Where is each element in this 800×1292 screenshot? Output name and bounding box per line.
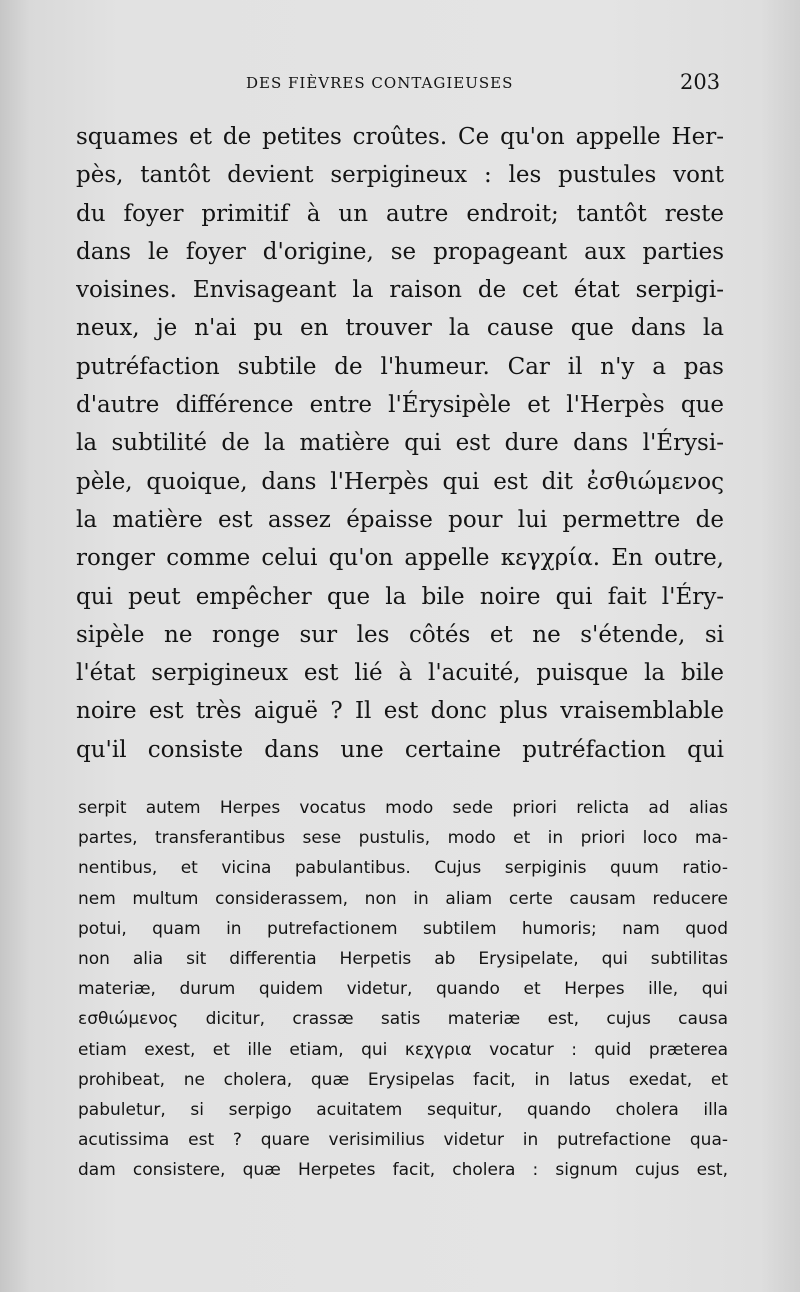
- running-head: [0, 70, 800, 100]
- footnote-line: etiam exest, et ille etiam, qui κεχγρια vocatur : quid præterea: [78, 1039, 728, 1060]
- footnote-line: potui, quam in putrefactionem subtilem humoris; nam quod: [78, 918, 728, 939]
- footnote-line: partes, transferantibus sese pustulis, modo et in priori loco ma-: [78, 828, 728, 849]
- footnote-line: pabuletur, si serpigo acuitatem sequitur, quando cholera illa: [78, 1100, 728, 1121]
- main-text-line: la matière est assez épaisse pour lui permettre de: [76, 506, 724, 533]
- main-text-line: dans le foyer d'origine, se propageant aux parties: [76, 238, 724, 265]
- main-text-line: pèle, quoique, dans l'Herpès qui est dit ἐσθιώμενος: [76, 468, 724, 495]
- footnote-line: dam consistere, quæ Herpetes facit, cholera : signum cujus est,: [78, 1160, 728, 1181]
- footnote-line: non alia sit differentia Herpetis ab Erysipelate, qui subtilitas: [78, 949, 728, 970]
- main-text-line: pès, tantôt devient serpigineux : les pustules vont: [76, 162, 724, 189]
- footnote-line: nem multum considerassem, non in aliam certe causam reducere: [78, 888, 728, 909]
- footnote-line: materiæ, durum quidem videtur, quando et Herpes ille, qui: [78, 979, 728, 1000]
- page-number: 203: [680, 70, 721, 94]
- footnote-line: acutissima est ? quare verisimilius videtur in putrefactione qua-: [78, 1130, 728, 1151]
- main-text-line: l'état serpigineux est lié à l'acuité, puisque la bile: [76, 660, 724, 687]
- footnote-line: prohibeat, ne cholera, quæ Erysipelas facit, in latus exedat, et: [78, 1069, 728, 1090]
- main-text-line: qu'il consiste dans une certaine putréfaction qui: [76, 736, 724, 763]
- main-text-line: du foyer primitif à un autre endroit; tantôt reste: [76, 200, 724, 227]
- main-text-line: la subtilité de la matière qui est dure dans l'Érysi-: [76, 430, 724, 457]
- main-text-line: noire est très aiguë ? Il est donc plus vraisemblable: [76, 698, 724, 725]
- main-text-line: voisines. Envisageant la raison de cet état serpigi-: [76, 277, 724, 304]
- main-text-line: qui peut empêcher que la bile noire qui fait l'Éry-: [76, 583, 724, 610]
- footnote-line: nentibus, et vicina pabulantibus. Cujus serpiginis quum ratio-: [78, 858, 728, 879]
- latin-footnote: [78, 793, 728, 1186]
- footnote-line: εσθιώμενος dicitur, crassæ satis materiæ est, cujus causa: [78, 1009, 728, 1030]
- main-text-line: putréfaction subtile de l'humeur. Car il n'y a pas: [76, 353, 724, 380]
- main-text: [76, 118, 724, 769]
- main-text-line: neux, je n'ai pu en trouver la cause que dans la: [76, 315, 724, 342]
- main-text-line: squames et de petites croûtes. Ce qu'on appelle Her-: [76, 124, 724, 150]
- main-text-line: sipèle ne ronge sur les côtés et ne s'étende, si: [76, 621, 724, 648]
- main-text-line: ronger comme celui qu'on appelle κεγχρία. En outre,: [76, 545, 724, 572]
- main-text-line: d'autre différence entre l'Érysipèle et l'Herpès que: [76, 392, 724, 419]
- running-title: DES FIÈVRES CONTAGIEUSES: [246, 74, 514, 92]
- footnote-line: serpit autem Herpes vocatus modo sede priori relicta ad alias: [78, 798, 728, 818]
